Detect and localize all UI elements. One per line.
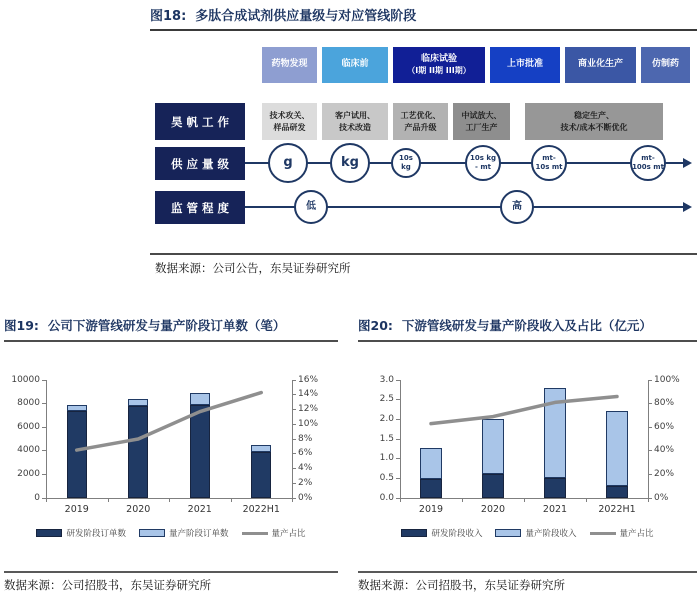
y2-axis-tick: [292, 498, 296, 499]
figure18-title-text: 多肽合成试剂供应量级与对应管线阶段: [195, 9, 417, 24]
work-stage-line: 工艺优化、: [400, 111, 441, 121]
row-label-text: 供应量级: [171, 156, 233, 171]
x-axis-label: 2021: [542, 504, 568, 515]
chart-bar-segment: [128, 399, 148, 406]
y2-axis-tick: [292, 424, 296, 425]
legend-label: 量产阶段收入: [525, 529, 577, 539]
supply-circle-label: kg: [341, 154, 359, 170]
chart-bar-segment: [544, 388, 566, 478]
x-axis-label: 2022H1: [242, 504, 280, 515]
y2-axis-tick-label: 8%: [298, 433, 313, 444]
x-axis-line: [400, 498, 648, 499]
y2-axis-tick-label: 60%: [654, 421, 675, 432]
x-axis-label: 2020: [480, 504, 506, 515]
y-axis-tick-label: 6000: [17, 421, 40, 432]
chart-bar-segment: [251, 452, 271, 498]
supply-circle-10skg-mt: [465, 145, 501, 181]
figure19-source: 数据来源：公司招股书，东吴证券研究所: [4, 578, 211, 592]
work-stage-box: [262, 103, 317, 140]
y2-axis-tick: [648, 450, 652, 451]
row-label-text: 昊帆工作: [171, 114, 233, 129]
y-axis-tick-label: 10000: [11, 374, 40, 385]
supply-circle-label: - mt: [475, 163, 491, 171]
legend-bar-swatch: [401, 529, 427, 537]
regulation-circle-low: [294, 190, 328, 224]
legend-item: [242, 527, 306, 539]
y2-axis-tick-label: 0%: [298, 492, 313, 503]
work-stage-line: 样品研发: [273, 122, 306, 132]
row-label-text: 监管程度: [171, 200, 233, 215]
x-axis-tick: [648, 498, 649, 502]
x-axis-label: 2022H1: [598, 504, 636, 515]
y2-axis-tick-label: 20%: [654, 468, 675, 479]
y-axis-tick: [42, 380, 46, 381]
x-axis-tick: [524, 498, 525, 502]
work-stage-line: 技术改造: [339, 122, 371, 132]
y-axis-tick: [42, 403, 46, 404]
legend-item: [36, 527, 126, 539]
legend-label: 量产占比: [619, 529, 654, 539]
y2-axis-tick-label: 16%: [298, 374, 319, 385]
pipeline-stage-label: 临床试验: [420, 53, 457, 64]
chart-bar-segment: [420, 448, 442, 479]
pipeline-stage-preclinical: [322, 47, 388, 83]
supply-flow-line: [245, 162, 683, 164]
pipeline-stage-label: 药物发现: [271, 59, 308, 70]
y-axis-tick: [396, 439, 400, 440]
legend-label: 量产占比: [271, 529, 306, 539]
chart-bar-segment: [251, 445, 271, 452]
y2-axis-tick: [292, 394, 296, 395]
work-stage-box: [525, 103, 663, 140]
y2-axis-tick-label: 100%: [654, 374, 680, 385]
x-axis-tick: [108, 498, 109, 502]
chart-legend: [358, 527, 697, 539]
figure18-source-rule: [150, 253, 697, 255]
legend-bar-swatch: [139, 529, 165, 537]
y-axis-tick: [42, 450, 46, 451]
y2-axis-tick: [292, 483, 296, 484]
pipeline-stage-label: 临床前: [341, 59, 369, 70]
work-stage-line: 稳定生产、: [574, 111, 614, 121]
regulation-circle-label: 高: [512, 200, 522, 212]
y2-axis-tick: [648, 380, 652, 381]
y-axis-tick-label: 8000: [17, 398, 40, 409]
y2-axis-tick-label: 6%: [298, 448, 313, 459]
y-axis-tick-label: 0.0: [379, 492, 394, 503]
y2-axis-line: [648, 380, 649, 498]
legend-item: [139, 527, 229, 539]
y-axis-tick-label: 0.5: [379, 472, 394, 483]
work-stage-box: [453, 103, 510, 140]
y-axis-tick: [42, 474, 46, 475]
x-axis-label: 2019: [418, 504, 444, 515]
work-stage-box: [393, 103, 448, 140]
chart-bar-segment: [482, 419, 504, 474]
x-axis-tick: [46, 498, 47, 502]
y2-axis-line: [292, 380, 293, 498]
supply-circle-label: 10s mt: [535, 163, 563, 171]
legend-bar-swatch: [495, 529, 521, 537]
chart-bar-segment: [67, 405, 87, 411]
pipeline-stage-label: 上市批准: [506, 59, 543, 70]
supply-circle-mt-100smt: [630, 145, 666, 181]
x-axis-tick: [400, 498, 401, 502]
supply-circle-label: kg: [401, 163, 411, 171]
figure18-label: 图18:: [150, 9, 187, 24]
y2-axis-tick: [292, 468, 296, 469]
figure19-label: 图19:: [4, 318, 39, 333]
y2-axis-tick-label: 0%: [654, 492, 669, 503]
y2-axis-tick: [648, 403, 652, 404]
y2-axis-tick: [292, 439, 296, 440]
pipeline-stage-clinical-trial: [393, 47, 485, 83]
figure20-source-rule: [358, 571, 697, 573]
figure20-title: [358, 316, 652, 334]
legend-line-swatch: [242, 532, 268, 535]
chart-bar-segment: [190, 405, 210, 498]
supply-circle-g: [268, 143, 308, 183]
y2-axis-tick: [648, 427, 652, 428]
x-axis-label: 2021: [187, 504, 212, 515]
pipeline-stage-sublabel: （I期 II期 III期）: [407, 65, 471, 75]
y-axis-line: [400, 380, 401, 498]
y2-axis-tick-label: 80%: [654, 398, 675, 409]
pipeline-stage-generic-drug: [641, 47, 690, 83]
x-axis-label: 2020: [126, 504, 151, 515]
legend-item: [495, 527, 576, 539]
legend-line-swatch: [590, 532, 616, 535]
chart-bar-segment: [606, 486, 628, 498]
x-axis-tick: [462, 498, 463, 502]
y-axis-tick-label: 0: [34, 492, 40, 503]
regulation-circle-label: 低: [306, 200, 316, 212]
row-label-work: [155, 103, 245, 140]
y2-axis-tick: [648, 474, 652, 475]
chart-bar-segment: [420, 479, 442, 498]
y2-axis-tick-label: 12%: [298, 404, 319, 414]
y2-axis-tick: [292, 453, 296, 454]
regulation-arrow-icon: [683, 202, 692, 212]
x-axis-tick: [169, 498, 170, 502]
supply-circle-10s-kg: [391, 148, 421, 178]
y-axis-tick: [42, 427, 46, 428]
figure19-source-rule: [4, 571, 338, 573]
chart-bar-segment: [190, 393, 210, 405]
supply-circle-kg: [330, 143, 370, 183]
y2-axis-tick-label: 4%: [298, 463, 313, 473]
legend-item: [590, 527, 654, 539]
supply-circle-label: 10s: [399, 154, 413, 163]
chart-bar-segment: [67, 411, 87, 498]
figure19-title: [4, 316, 285, 334]
supply-circle-label: 10s kg: [469, 154, 496, 163]
x-axis-tick: [292, 498, 293, 502]
row-label-supply: [155, 147, 245, 180]
supply-circle-label: g: [283, 154, 293, 170]
figure18-title: [150, 5, 416, 24]
y-axis-tick-label: 3.0: [379, 374, 394, 385]
figure19-title-rule: [4, 340, 338, 342]
y-axis-tick-label: 4000: [17, 445, 40, 456]
x-axis-tick: [231, 498, 232, 502]
pipeline-stage-commercial-production: [565, 47, 636, 83]
legend-label: 量产阶段订单数: [168, 529, 229, 539]
y2-axis-tick-label: 10%: [298, 418, 319, 429]
figure20-title-text: 下游管线研发与量产阶段收入及占比（亿元）: [401, 318, 652, 333]
y2-axis-tick-label: 2%: [298, 477, 313, 488]
chart-bar-segment: [606, 411, 628, 486]
row-label-regulation: [155, 191, 245, 224]
chart-bar-segment: [482, 474, 504, 498]
chart-bar-segment: [544, 478, 566, 498]
work-stage-line: 中试放大、: [461, 111, 502, 121]
supply-circle-label: mt-: [542, 154, 556, 163]
y2-axis-tick-label: 40%: [654, 445, 675, 456]
work-stage-box: [322, 103, 388, 140]
y-axis-tick-label: 2.5: [379, 394, 394, 405]
y-axis-tick: [396, 498, 400, 499]
y-axis-tick: [396, 380, 400, 381]
legend-item: [401, 527, 482, 539]
pipeline-stage-label: 商业化生产: [577, 59, 623, 70]
pipeline-stage-approval: [490, 47, 560, 83]
figure20-source: 数据来源：公司招股书，东吴证券研究所: [358, 578, 565, 592]
supply-circle-label: mt-: [641, 154, 655, 163]
y-axis-tick-label: 1.0: [379, 453, 394, 464]
pipeline-stage-drug-discovery: [262, 47, 317, 83]
supply-circle-mt-10smt: [531, 145, 567, 181]
work-stage-line: 客户试用、: [335, 111, 375, 121]
chart-legend: [4, 527, 338, 539]
chart-bar-segment: [128, 406, 148, 498]
pipeline-stage-label: 仿制药: [651, 59, 679, 70]
figure19-title-text: 公司下游管线研发与量产阶段订单数（笔）: [47, 318, 286, 333]
y-axis-tick-label: 2.0: [379, 413, 394, 424]
y2-axis-tick: [292, 380, 296, 381]
y-axis-tick: [42, 498, 46, 499]
legend-label: 研发阶段收入: [431, 529, 483, 539]
supply-circle-label: 100s mt: [632, 163, 664, 171]
y-axis-tick-label: 1.5: [379, 433, 394, 444]
work-stage-line: 技术/成本不断优化: [560, 122, 628, 132]
figure18-source: 数据来源：公司公告，东吴证券研究所: [155, 261, 351, 275]
work-stage-line: 技术攻关、: [269, 111, 310, 121]
y-axis-line: [46, 380, 47, 498]
y-axis-tick: [396, 458, 400, 459]
supply-arrow-icon: [683, 158, 692, 168]
x-axis-line: [46, 498, 292, 499]
figure20-title-rule: [358, 340, 697, 342]
y2-axis-tick-label: 14%: [298, 389, 319, 400]
y-axis-tick-label: 2000: [17, 468, 40, 479]
legend-label: 研发阶段订单数: [66, 529, 126, 539]
figure18-title-rule: [150, 29, 697, 31]
figure20-label: 图20:: [358, 318, 393, 333]
x-axis-label: 2019: [64, 504, 89, 515]
y2-axis-tick: [648, 498, 652, 499]
x-axis-tick: [586, 498, 587, 502]
y-axis-tick: [396, 419, 400, 420]
y2-axis-tick: [292, 409, 296, 410]
y-axis-tick: [396, 399, 400, 400]
work-stage-line: 产品升级: [404, 122, 437, 132]
legend-bar-swatch: [36, 529, 62, 537]
y-axis-tick: [396, 478, 400, 479]
regulation-circle-high: [500, 190, 534, 224]
work-stage-line: 工厂生产: [465, 122, 498, 132]
